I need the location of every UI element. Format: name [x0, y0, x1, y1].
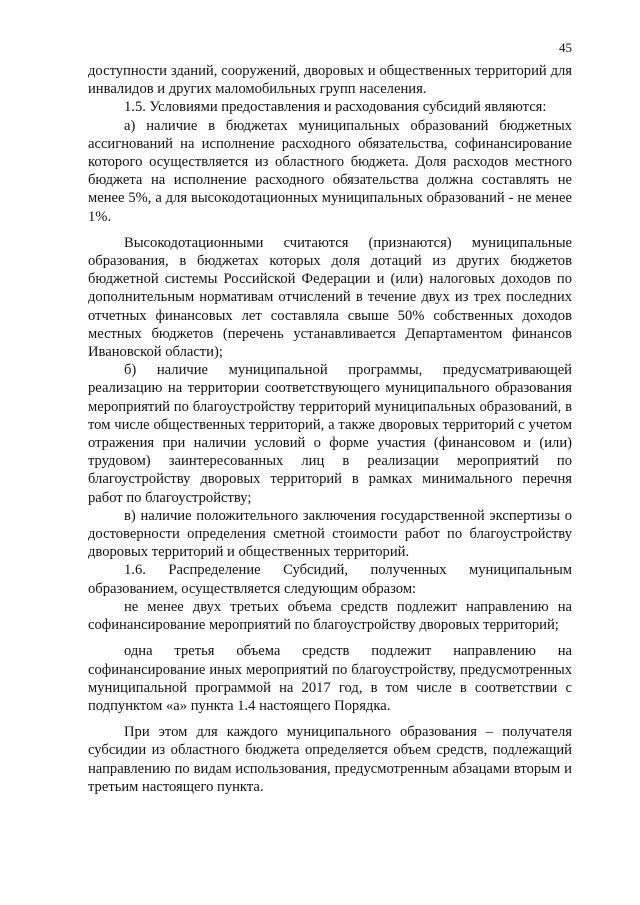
document-body [88, 62, 572, 796]
paragraph-one-third: одна третья объема средств подлежит направлению на софинансирование иных мероприятий по благоустройству, предусмотренных муниципальной программой на 2017 год, в том числе в соответствии с подпунктом «а» пункта 1.4 настоящего Порядка. [88, 643, 572, 714]
paragraph-two-thirds: не менее двух третьих объема средств подлежит направлению на софинансирование мероприятий по благоустройству дворовых территорий; [88, 598, 572, 634]
paragraph-1-5-heading: 1.5. Условиями предоставления и расходования субсидий являются: [124, 99, 547, 116]
paragraph-condition-b: б) наличие муниципальной программы, предусматривающей реализацию на территории соответствующего муниципального образования мероприятий по благоустройству территорий муниципальных образований, в том числе общественных территорий, а также дворовых территорий с учетом отражения при наличии условий о форме участия (финансовом и (или) трудовом) заинтересованных лиц в реализации мероприятий по благоустройству дворовых территорий в рамках минимального перечня работ по благоустройству; [88, 362, 572, 506]
page-number: 45 [559, 40, 572, 55]
paragraph-1-6-heading: 1.6. Распределение Субсидий, полученных муниципальным образованием, осуществляется следующим образом: [88, 562, 572, 597]
paragraph-high-subsidy-definition: Высокодотационными считаются (признаются) муниципальные образования, в бюджетах которых доля дотаций из других бюджетов бюджетной системы Российской Федерации и (или) налоговых доходов по дополнительным нормативам отчислений в течение двух из трех последних отчетных финансовых лет составляла свыше 50% собственных доходов местных бюджетов (перечень устанавливается Департаментом финансов Ивановской области); [88, 234, 572, 361]
paragraph-allocation-note: При этом для каждого муниципального образования – получателя субсидии из областного бюджета определяется объем средств, подлежащий направлению по видам использования, предусмотренным абзацами вторым и третьим настоящего пункта. [88, 724, 572, 795]
paragraph-condition-v: в) наличие положительного заключения государственной экспертизы о достоверности определения сметной стоимости работ по благоустройству дворовых территорий и общественных территорий. [88, 507, 572, 561]
paragraph-condition-a: а) наличие в бюджетах муниципальных образований бюджетных ассигнований на исполнение расходного обязательства, софинансирование которого осуществляется из областного бюджета. Доля расходов местного бюджета на исполнение расходного обязательства должна составлять не менее 5%, а для высокодотационных муниципальных образований - не менее 1%. [88, 117, 572, 225]
paragraph-accessibility-continuation: доступности зданий, сооружений, дворовых и общественных территорий для инвалидов и других маломобильных групп населения. [88, 63, 572, 98]
